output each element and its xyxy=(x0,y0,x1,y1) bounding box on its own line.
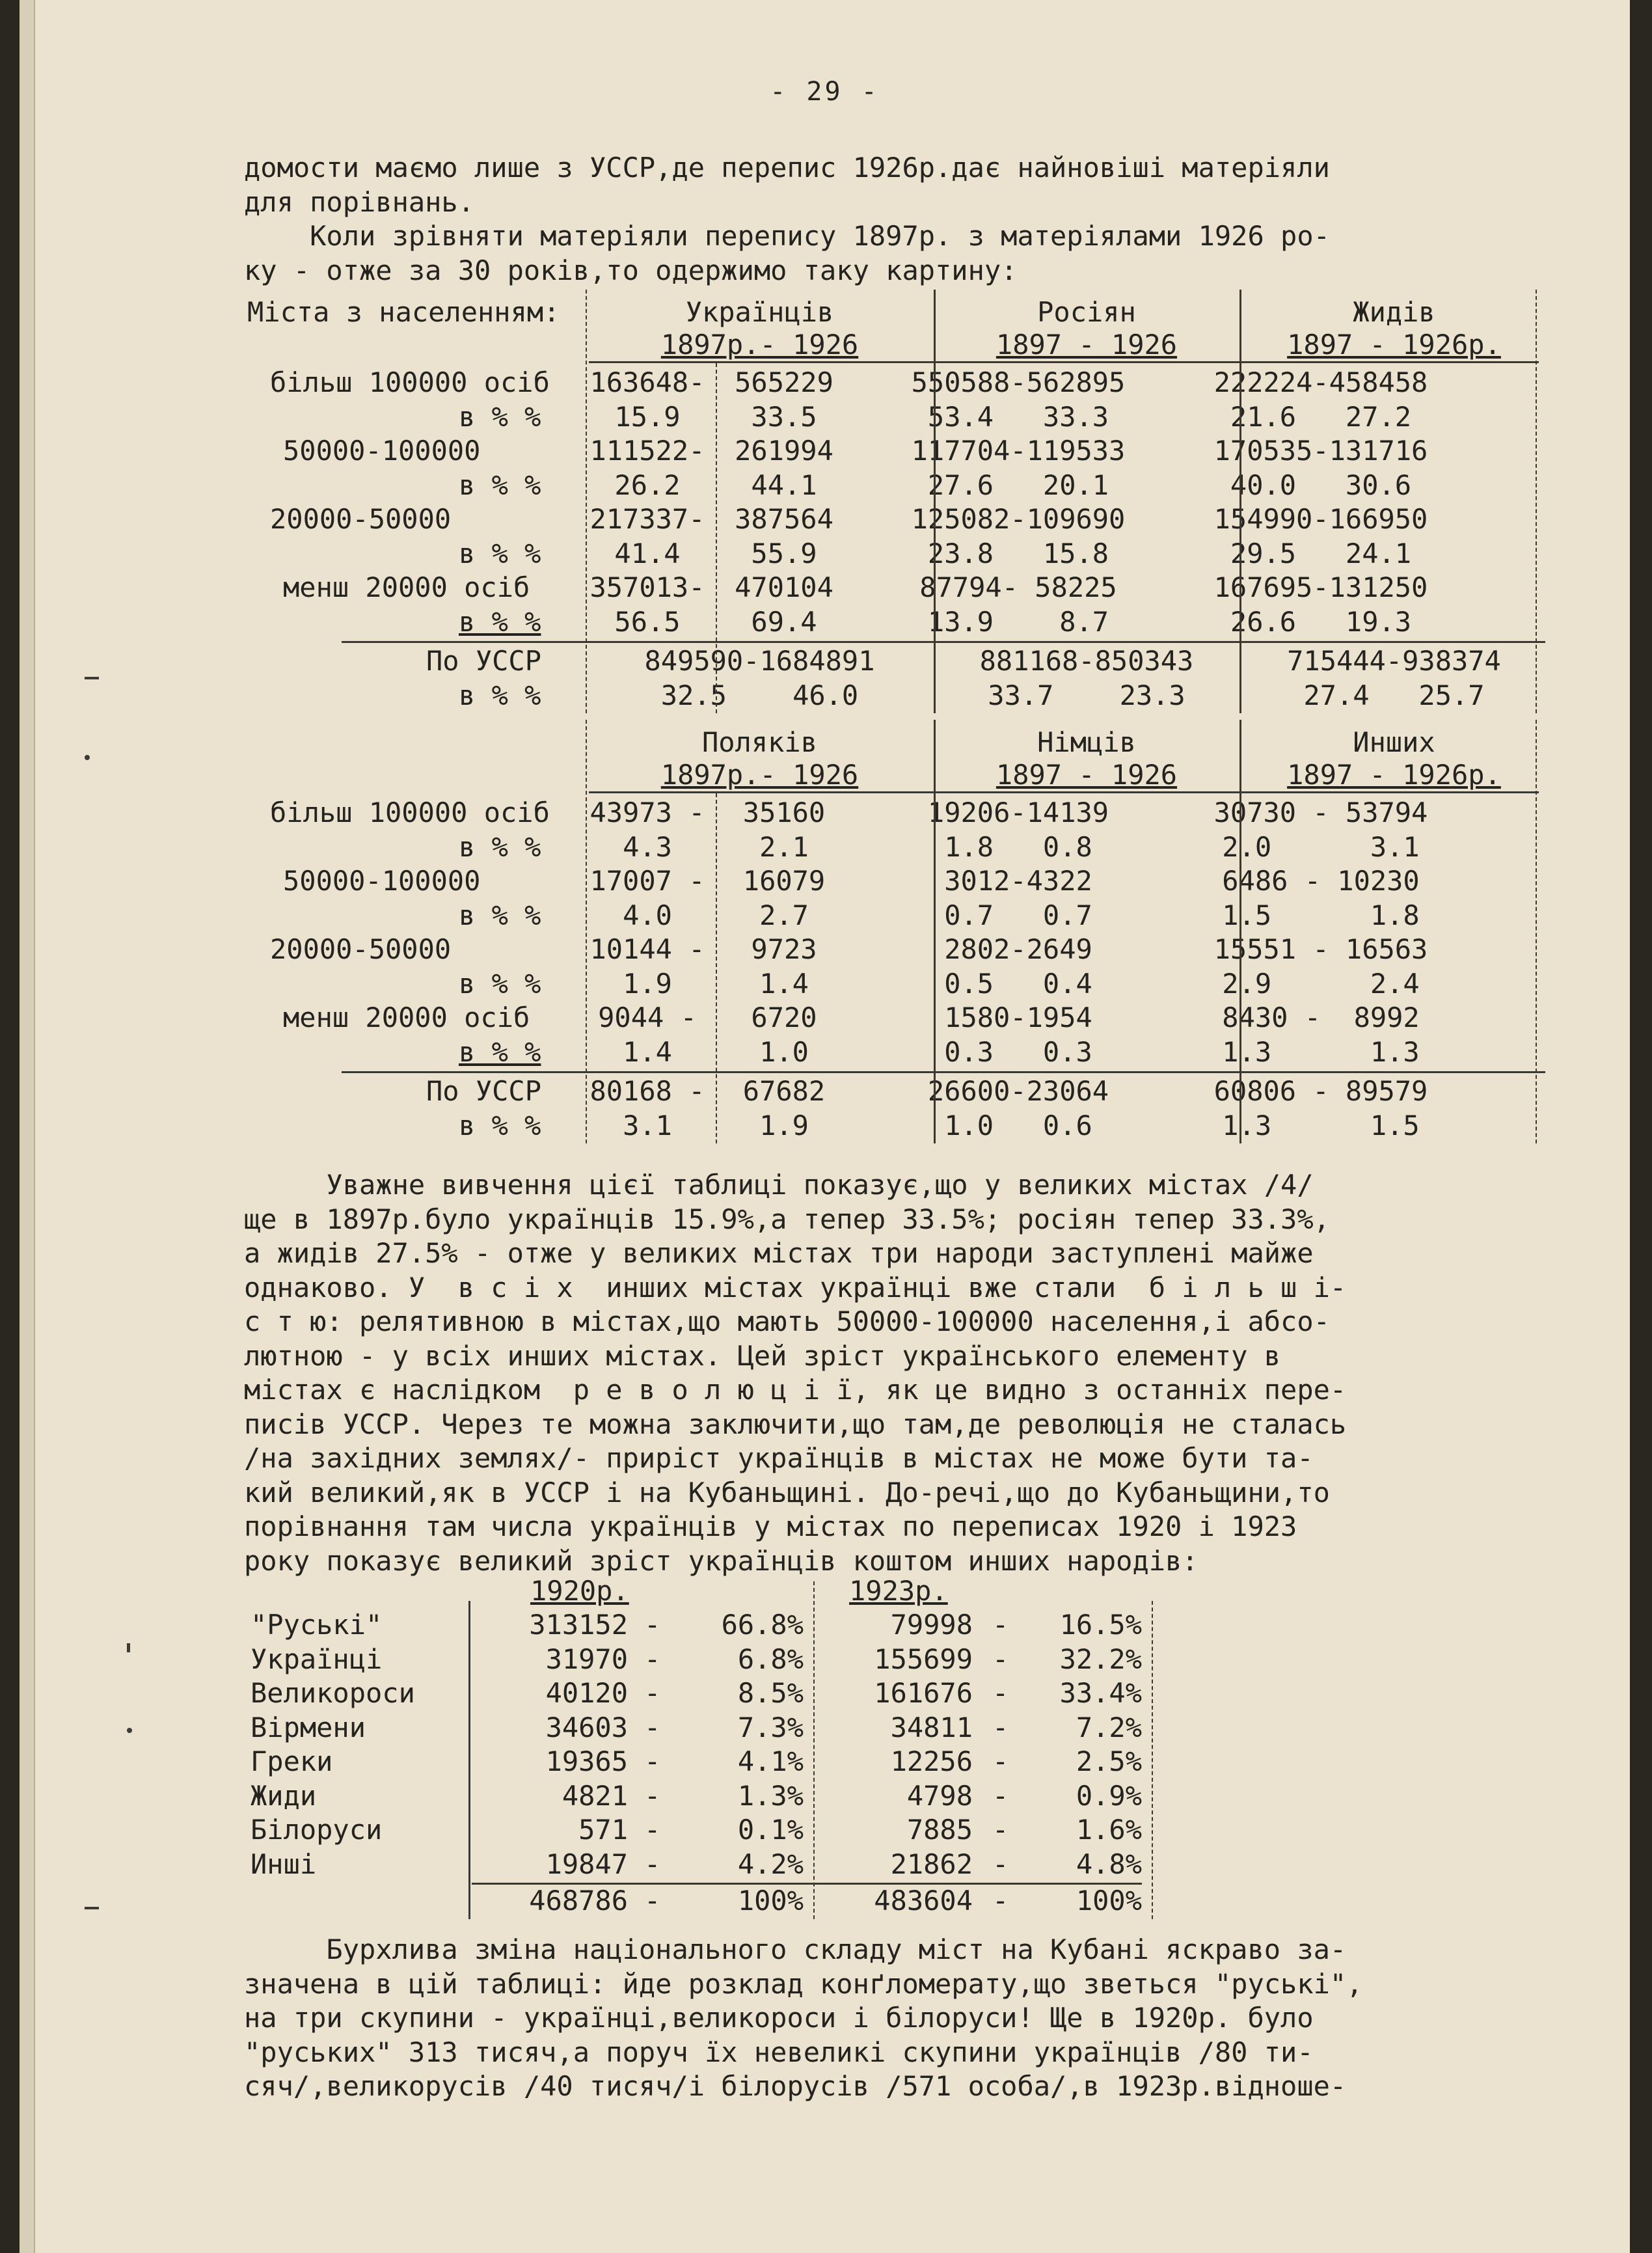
total-pct: 33.7 23.3 xyxy=(988,679,1185,711)
table-cell: 1.5 1.8 xyxy=(1222,899,1420,931)
row-label: 50000-100000 xyxy=(283,435,481,467)
total-label: По УССР xyxy=(426,645,542,677)
dash: - xyxy=(992,1848,1009,1880)
group-name: Росіян xyxy=(1037,296,1136,328)
pct-1920: 0.1% xyxy=(737,1814,804,1846)
total-label: По УССР xyxy=(426,1075,542,1107)
total-pct: 1.0 0.6 xyxy=(944,1109,1092,1141)
row-label: Жиди xyxy=(251,1779,317,1812)
table-cell: 8430 - 8992 xyxy=(1222,1002,1420,1033)
column-rule xyxy=(586,290,587,713)
dash: - xyxy=(992,1643,1009,1675)
table-cell: 1.3 1.3 xyxy=(1222,1035,1420,1068)
text-line: однаково. У в с і х инших містах українці вже стали б і л ь ш і- xyxy=(244,1271,1347,1304)
text-line: "руських" 313 тисяч,а поруч їх невеликі скупини українців /80 ти- xyxy=(244,2036,1314,2068)
text-line: с т ю: релятивною в містах,що мають 50000-100000 населення,і абсо- xyxy=(244,1305,1330,1337)
text-line: року показує великий зріст українців коштом инших народів: xyxy=(244,1544,1198,1577)
text-line: Уважне вивчення цієї таблиці показує,що у великих містах /4/ xyxy=(244,1169,1314,1201)
paragraph-intro xyxy=(244,151,1571,288)
table-cell: 222224-458458 xyxy=(1213,366,1428,398)
row-label: "Руські" xyxy=(251,1609,383,1641)
row-label: Греки xyxy=(251,1745,333,1777)
table-cell: 1.0 xyxy=(759,1035,809,1068)
total-pct-label: в % % xyxy=(459,1109,541,1141)
group-years: 1897 - 1926р. xyxy=(1287,329,1501,361)
group-years: 1897р.- 1926 xyxy=(660,759,859,791)
table-cell: 30730 - 53794 xyxy=(1213,797,1428,828)
pct-1923: 1.6% xyxy=(1076,1814,1142,1846)
table-cell: 56.5 xyxy=(614,605,681,638)
group-name: Поляків xyxy=(701,726,817,758)
total-value: 26600-23064 xyxy=(927,1075,1109,1107)
page-number: - 29 - xyxy=(770,77,880,107)
total-1920: 468786 xyxy=(529,1885,628,1917)
table-cell: 1.9 xyxy=(623,967,672,1000)
column-rule xyxy=(468,1601,470,1919)
table-cell: 69.4 xyxy=(751,605,817,638)
value-1920: 34603 xyxy=(545,1711,628,1743)
value-1920: 19847 xyxy=(545,1848,628,1880)
table-cell: 53.4 33.3 xyxy=(927,400,1109,433)
dash: - xyxy=(644,1643,661,1675)
year-header: 1923р. xyxy=(849,1575,948,1607)
value-1920: 313152 xyxy=(529,1609,628,1641)
pct-1920: 6.8% xyxy=(737,1643,804,1675)
row-label: Вірмени xyxy=(251,1711,366,1743)
total-value: 60806 - 89579 xyxy=(1213,1075,1428,1107)
table-cell: 2.1 xyxy=(759,830,809,863)
table-cell: 35160 xyxy=(742,797,826,828)
dash: - xyxy=(992,1885,1009,1917)
table-cell: 470104 xyxy=(735,571,833,603)
table-cell: 15.9 xyxy=(614,400,681,433)
pct-1923: 7.2% xyxy=(1076,1711,1142,1743)
margin-mark xyxy=(85,755,90,760)
dash: - xyxy=(644,1848,661,1880)
row-label: в % % xyxy=(459,967,541,1000)
dash: - xyxy=(992,1779,1009,1812)
table-cell: 217337- xyxy=(589,503,705,535)
column-rule xyxy=(1536,720,1537,1143)
table-cell: 154990-166950 xyxy=(1213,503,1428,535)
text-line: ще в 1897р.було українців 15.9%,а тепер 33.5%; росіян тепер 33.3%, xyxy=(244,1203,1330,1235)
table-cell: 13.9 8.7 xyxy=(927,605,1109,638)
table-cell: 117704-119533 xyxy=(911,435,1126,467)
pct-1920: 66.8% xyxy=(721,1609,804,1641)
text-line: домости маємо лише з УССР,де перепис 1926р.дає найновіші матеріяли xyxy=(244,152,1330,184)
table-cell: 2.0 3.1 xyxy=(1222,830,1420,863)
table-cell: 44.1 xyxy=(751,469,817,501)
table-cell: 4.3 xyxy=(623,830,672,863)
table-cell: 9723 xyxy=(751,933,817,965)
table-cell: 1.4 xyxy=(759,967,809,1000)
group-years: 1897 - 1926 xyxy=(995,759,1178,791)
row-label: в % % xyxy=(459,469,541,501)
table-cell: 2.7 xyxy=(759,899,809,931)
dash: - xyxy=(644,1745,661,1777)
column-rule xyxy=(813,1581,815,1919)
group-name: Жидів xyxy=(1353,296,1435,328)
value-1923: 4798 xyxy=(906,1779,973,1812)
total-rule xyxy=(342,1071,1545,1073)
pct-1920: 1.3% xyxy=(737,1779,804,1812)
table-cell: 29.5 24.1 xyxy=(1230,537,1412,569)
table-cell: 1.8 0.8 xyxy=(944,830,1092,863)
row-label: в % % xyxy=(459,537,541,569)
table-cell: 111522- xyxy=(589,435,705,467)
table-cell: 27.6 20.1 xyxy=(927,469,1109,501)
total-value: 80168 - xyxy=(589,1075,705,1107)
value-1920: 4821 xyxy=(562,1779,628,1812)
total-pct: 1.3 1.5 xyxy=(1222,1109,1420,1141)
header-rule xyxy=(589,791,1539,793)
value-1920: 19365 xyxy=(545,1745,628,1777)
total-pct: 32.5 46.0 xyxy=(660,679,859,711)
pct-1923: 32.2% xyxy=(1059,1643,1142,1675)
text-line: Бурхлива зміна національного складу міст на Кубані яскраво за- xyxy=(244,1933,1347,1965)
row-label: в % % xyxy=(459,400,541,433)
text-line: писів УССР. Через те можна заключити,що там,де революція не сталась xyxy=(244,1408,1347,1440)
table-cell: 387564 xyxy=(735,503,833,535)
row-label: більш 100000 осіб xyxy=(270,797,550,828)
pct-1920: 7.3% xyxy=(737,1711,804,1743)
pct-1920: 4.1% xyxy=(737,1745,804,1777)
pct-1923: 2.5% xyxy=(1076,1745,1142,1777)
table-cell: 125082-109690 xyxy=(911,503,1126,535)
total-1923: 483604 xyxy=(874,1885,973,1917)
row-label: Великороси xyxy=(251,1677,415,1709)
group-years: 1897р.- 1926 xyxy=(660,329,859,361)
total-pct-1920: 100% xyxy=(737,1885,804,1917)
column-rule xyxy=(1239,290,1241,713)
table-cell: 9044 - xyxy=(598,1002,697,1033)
row-label: в % % xyxy=(459,605,541,638)
group-years: 1897 - 1926р. xyxy=(1287,759,1501,791)
year-header: 1920р. xyxy=(530,1575,629,1607)
table-cell: 1.4 xyxy=(623,1035,672,1068)
table-cell: 170535-131716 xyxy=(1213,435,1428,467)
table-cell: 6720 xyxy=(751,1002,817,1033)
table-cell: 1580-1954 xyxy=(944,1002,1092,1033)
text-line: Коли зрівняти матеріяли перепису 1897р. з матеріялами 1926 ро- xyxy=(244,220,1330,252)
row-label: Білоруси xyxy=(251,1814,383,1846)
document-page xyxy=(20,0,1630,2253)
total-pct: 3.1 xyxy=(623,1109,672,1141)
table-cell: 33.5 xyxy=(751,400,817,433)
paragraph-analysis xyxy=(244,1168,1571,1578)
table-cell: 41.4 xyxy=(614,537,681,569)
page-edge xyxy=(20,0,35,2253)
column-rule xyxy=(586,720,587,1143)
dash: - xyxy=(644,1711,661,1743)
value-1920: 571 xyxy=(578,1814,628,1846)
margin-mark xyxy=(85,677,99,679)
group-name: Німців xyxy=(1037,726,1136,758)
row-label: менш 20000 осіб xyxy=(283,1002,530,1033)
dash: - xyxy=(644,1677,661,1709)
dash: - xyxy=(644,1779,661,1812)
table-cell: 0.5 0.4 xyxy=(944,967,1092,1000)
dash: - xyxy=(992,1609,1009,1641)
value-1923: 7885 xyxy=(906,1814,973,1846)
population-table xyxy=(244,296,1552,1162)
table-cell: 4.0 xyxy=(623,899,672,931)
value-1920: 40120 xyxy=(545,1677,628,1709)
paragraph-conclusion xyxy=(244,1933,1571,2104)
pct-1923: 16.5% xyxy=(1059,1609,1142,1641)
table-cell: 2802-2649 xyxy=(944,933,1092,965)
row-label: Инші xyxy=(251,1848,317,1880)
total-value: 849590-1684891 xyxy=(644,645,875,677)
table-cell: 40.0 30.6 xyxy=(1230,469,1412,501)
table-cell: 2.9 2.4 xyxy=(1222,967,1420,1000)
row-label: в % % xyxy=(459,1035,541,1068)
text-line: /на західних землях/- приріст українців в містах не може бути та- xyxy=(244,1442,1314,1474)
total-value: 881168-850343 xyxy=(979,645,1194,677)
column-rule xyxy=(1152,1601,1153,1919)
dash: - xyxy=(644,1814,661,1846)
value-1923: 34811 xyxy=(890,1711,973,1743)
pct-1920: 8.5% xyxy=(737,1677,804,1709)
table-cell: 23.8 15.8 xyxy=(927,537,1109,569)
text-line: ку - отже за 30 років,то одержимо таку картину: xyxy=(244,254,1018,286)
table-cell: 261994 xyxy=(735,435,833,467)
total-pct-1923: 100% xyxy=(1076,1885,1142,1917)
total-value: 67682 xyxy=(742,1075,826,1107)
table-cell: 17007 - xyxy=(589,865,705,897)
text-line: кий великий,як в УССР і на Кубаньщині. До-речі,що до Кубаньщини,то xyxy=(244,1476,1330,1509)
row-label: в % % xyxy=(459,899,541,931)
table-cell: 21.6 27.2 xyxy=(1230,400,1412,433)
table-cell: 55.9 xyxy=(751,537,817,569)
table-cell: 6486 - 10230 xyxy=(1222,865,1420,897)
text-line: містах є наслідком р е в о л ю ц і ї, як це видно з останніх пере- xyxy=(244,1374,1347,1406)
group-years: 1897 - 1926 xyxy=(995,329,1178,361)
value-1923: 12256 xyxy=(890,1745,973,1777)
table-cell: 0.3 0.3 xyxy=(944,1035,1092,1068)
table-cell: 163648- xyxy=(589,366,705,398)
row-label: 20000-50000 xyxy=(270,933,452,965)
row-label: Українці xyxy=(251,1643,383,1675)
table-cell: 19206-14139 xyxy=(927,797,1109,828)
row-label: 50000-100000 xyxy=(283,865,481,897)
table-cell: 16079 xyxy=(742,865,826,897)
table-cell: 357013- xyxy=(589,571,705,603)
pct-1923: 0.9% xyxy=(1076,1779,1142,1812)
column-rule xyxy=(1536,290,1537,713)
table-cell: 565229 xyxy=(735,366,833,398)
dash: - xyxy=(644,1885,661,1917)
dash: - xyxy=(992,1814,1009,1846)
table-cell: 87794- 58225 xyxy=(919,571,1117,603)
row-header-label: Міста з населенням: xyxy=(247,296,560,328)
row-label: в % % xyxy=(459,830,541,863)
table-cell: 3012-4322 xyxy=(944,865,1092,897)
pct-1920: 4.2% xyxy=(737,1848,804,1880)
text-line: для порівнань. xyxy=(244,185,475,218)
group-name: Инших xyxy=(1353,726,1435,758)
column-rule xyxy=(934,720,936,1143)
margin-mark xyxy=(85,1907,99,1909)
table-cell: 167695-131250 xyxy=(1213,571,1428,603)
value-1920: 31970 xyxy=(545,1643,628,1675)
total-pct: 1.9 xyxy=(759,1109,809,1141)
dash: - xyxy=(992,1745,1009,1777)
text-line: сяч/,великорусів /40 тисяч/і білорусів /571 особа/,в 1923р.відноше- xyxy=(244,2070,1347,2102)
dash: - xyxy=(992,1677,1009,1709)
text-line: значена в цій таблиці: йде розклад конґломерату,що зветься "руські", xyxy=(244,1967,1363,2000)
column-rule xyxy=(934,290,936,713)
row-label: 20000-50000 xyxy=(270,503,452,535)
group-name: Українців xyxy=(685,296,834,328)
value-1923: 161676 xyxy=(874,1677,973,1709)
margin-mark xyxy=(127,1643,130,1652)
total-rule xyxy=(342,641,1545,643)
table-cell: 26.2 xyxy=(614,469,681,501)
table-cell: 10144 - xyxy=(589,933,705,965)
pct-1923: 33.4% xyxy=(1059,1677,1142,1709)
table-cell: 26.6 19.3 xyxy=(1230,605,1412,638)
table-cell: 43973 - xyxy=(589,797,705,828)
dash: - xyxy=(992,1711,1009,1743)
value-1923: 155699 xyxy=(874,1643,973,1675)
column-rule xyxy=(1239,720,1241,1143)
pct-1923: 4.8% xyxy=(1076,1848,1142,1880)
kuban-table xyxy=(244,1575,1155,1926)
dash: - xyxy=(644,1609,661,1641)
row-label: більш 100000 осіб xyxy=(270,366,550,398)
total-pct-label: в % % xyxy=(459,679,541,711)
text-line: на три скупини - українці,великороси і білоруси! Ще в 1920р. було xyxy=(244,2002,1314,2034)
header-rule xyxy=(589,361,1539,363)
margin-mark xyxy=(127,1728,132,1733)
text-line: лютною - у всіх инших містах. Цей зріст українського елементу в xyxy=(244,1339,1281,1372)
table-cell: 550588-562895 xyxy=(911,366,1126,398)
column-rule xyxy=(716,793,717,1143)
table-cell: 0.7 0.7 xyxy=(944,899,1092,931)
text-line: порівнання там числа українців у містах по переписах 1920 і 1923 xyxy=(244,1510,1297,1542)
row-label: менш 20000 осіб xyxy=(283,571,530,603)
total-pct: 27.4 25.7 xyxy=(1303,679,1485,711)
column-rule xyxy=(716,363,717,713)
value-1923: 21862 xyxy=(890,1848,973,1880)
table-cell: 15551 - 16563 xyxy=(1213,933,1428,965)
value-1923: 79998 xyxy=(890,1609,973,1641)
total-value: 715444-938374 xyxy=(1287,645,1501,677)
text-line: а жидів 27.5% - отже у великих містах три народи заступлені майже xyxy=(244,1237,1314,1269)
